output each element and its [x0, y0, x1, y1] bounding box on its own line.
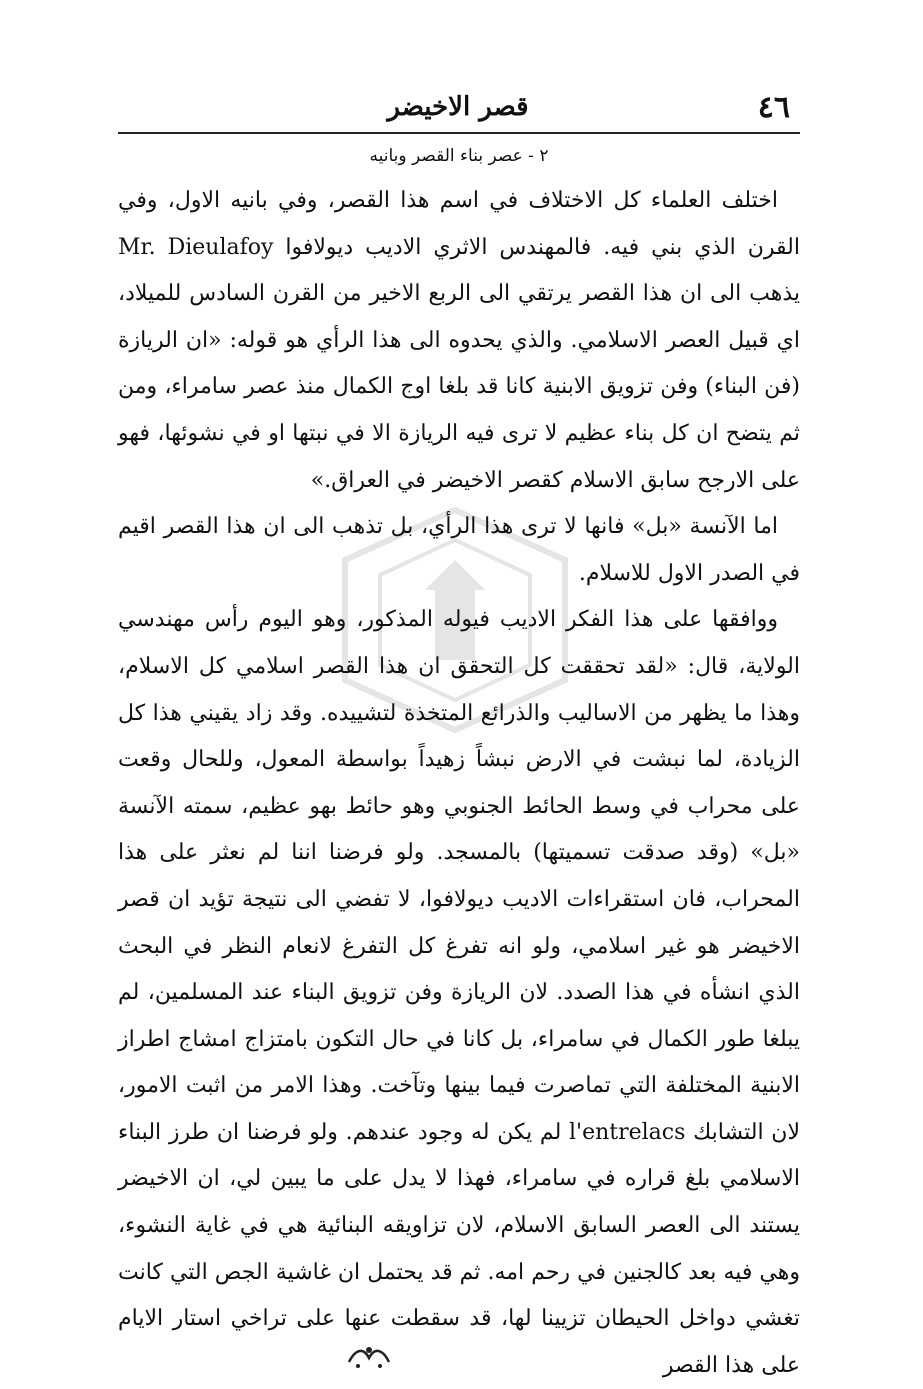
page-number: ٤٦: [757, 90, 790, 125]
section-heading: ٢ - عصر بناء القصر وبانيه: [369, 146, 549, 166]
body-text: [118, 178, 800, 1389]
running-title: قصر الاخيضر: [387, 92, 529, 122]
page-header: [118, 88, 798, 130]
latin-term: Mr. Dieulafoy: [118, 234, 274, 260]
paragraph-text: ووافقها على هذا الفكر الاديب فيوله المذكور، وهو اليوم رأس مهندسي الولاية، قال: «لقد تحققت كل التحقق ان هذا القصر اسلامي كل الاسلام، وهذا ما يظهر من الاساليب والذرائع المتخذة لتشييده. وقد زاد يقيني هذا كل الزيادة، لما نبشت في الارض نبشاً زهيداً بواسطة المعول، وللحال وقعت على محراب في وسط الحائط الجنوبي وهو حائط بهو عظيم، سمته الآنسة «بل» (وقد صدقت تسميتها) بالمسجد. ولو فرضنا اننا لم نعثر على هذا المحراب، فان استقراءات الاديب ديولافوا، لا تفضي الى نتيجة تؤيد ان قصر الاخيضر هو غير اسلامي، ولو انه تفرغ كل التفرغ لانعام النظر في البحث الذي انشأه في هذا الصدد. لان الريازة وفن تزويق البناء عند المسلمين، لم يبلغا طور الكمال في سامراء، بل كانا في حال التكون بامتزاج امشاج اطراز الابنية المختلفة التي تماصرت فيما بينها وتآخت. وهذا الامر من اثبت الامور، لان التشابك: [118, 607, 801, 1145]
header-rule: [118, 132, 800, 134]
paragraph-text: اختلف العلماء كل الاختلاف في اسم هذا القصر، وفي بانيه الاول، وفي القرن الذي بني فيه. فالمهندس الاثري الاديب ديولافوا: [118, 188, 800, 260]
paragraph: [118, 597, 800, 1389]
flourish-ornament-icon: [344, 1340, 394, 1372]
paragraph-text: لم يكن له وجود عندهم. ولو فرضنا ان طرز البناء الاسلامي بلغ قراره في سامراء، فهذا لا يدل على ما يبين لي، ان الاخيضر يستند الى العصر السابق الاسلام، لان تزاويقه البنائية هي في غاية النشوء، وهي فيه بعد كالجنين في رحم امه. ثم قد يحتمل ان غاشية الجص التي كانت تغشي دواخل الحيطان تزيينا لها، قد سقطت عنها على تراخي استار الايام على هذا القصر: [118, 1119, 800, 1378]
latin-term: l'entrelacs: [569, 1119, 686, 1145]
paragraph-text: اما الآنسة «بل» فانها لا ترى هذا الرأي، بل تذهب الى ان هذا القصر اقيم في الصدر الاول للاسلام.: [118, 514, 800, 586]
paragraph: [118, 504, 800, 597]
paragraph: [118, 178, 800, 504]
paragraph-text: يذهب الى ان هذا القصر يرتقي الى الربع الاخير من القرن السادس للميلاد، اي قبيل العصر الاسلامي. والذي يحدوه الى هذا الرأي هو قوله: «ان الريازة (فن البناء) وفن تزويق الابنية كانا قد بلغا اوج الكمال منذ عصر سامراء، ومن ثم يتضح ان كل بناء عظيم لا ترى فيه الريازة الا في نبتها او في نشوئها، فهو على الارجح سابق الاسلام كقصر الاخيضر في العراق.»: [118, 281, 800, 493]
